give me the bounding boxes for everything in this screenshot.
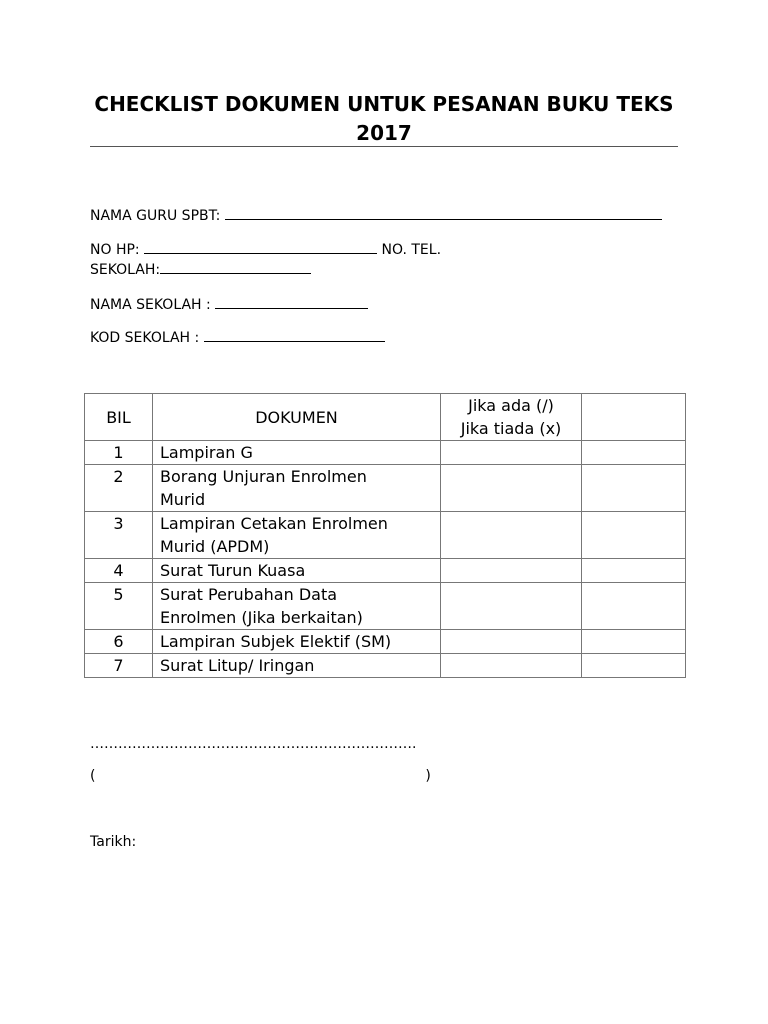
sekolah-label: SEKOLAH:: [90, 262, 161, 278]
row-dokumen: [153, 654, 441, 678]
table-row: [85, 512, 686, 559]
row-extra-cell[interactable]: [582, 512, 686, 559]
title-divider: [90, 146, 678, 147]
header-check-line2: Jika tiada (x): [460, 419, 562, 438]
nama-guru-row: [90, 205, 662, 225]
row-check-cell[interactable]: [441, 465, 582, 512]
tarikh-label: Tarikh:: [90, 834, 137, 850]
row-dokumen: [153, 441, 441, 465]
row-extra-cell[interactable]: [582, 465, 686, 512]
row-bil: 1: [85, 441, 153, 465]
no-hp-blank[interactable]: [144, 239, 377, 254]
row-extra-cell[interactable]: [582, 630, 686, 654]
signature-dotted-line[interactable]: …………………………………………………………….: [90, 736, 417, 752]
header-check: [441, 394, 582, 441]
row-check-cell[interactable]: [441, 654, 582, 678]
row-bil: 7: [85, 654, 153, 678]
table-row: [85, 441, 686, 465]
close-paren: ): [425, 768, 431, 784]
row-bil: 4: [85, 559, 153, 583]
row-extra-cell[interactable]: [582, 441, 686, 465]
row-check-cell[interactable]: [441, 559, 582, 583]
document-checklist-table: [84, 393, 686, 678]
nama-sekolah-blank[interactable]: [215, 294, 368, 309]
no-hp-row: [90, 239, 441, 259]
row-dokumen-line1: Surat Litup/ Iringan: [160, 656, 315, 675]
header-check-line1: Jika ada (/): [468, 396, 554, 415]
open-paren: (: [90, 768, 96, 784]
table-row: [85, 630, 686, 654]
row-dokumen-line1: Lampiran Cetakan Enrolmen: [160, 514, 388, 533]
row-dokumen: [153, 559, 441, 583]
row-check-cell[interactable]: [441, 512, 582, 559]
name-parentheses: [90, 767, 431, 785]
row-check-cell[interactable]: [441, 630, 582, 654]
header-dokumen: DOKUMEN: [153, 394, 441, 441]
table-header-row: [85, 394, 686, 441]
row-dokumen-line1: Lampiran Subjek Elektif (SM): [160, 632, 392, 651]
row-dokumen-line1: Borang Unjuran Enrolmen: [160, 467, 367, 486]
table-row: [85, 583, 686, 630]
row-check-cell[interactable]: [441, 441, 582, 465]
row-extra-cell[interactable]: [582, 654, 686, 678]
row-dokumen-line2: Murid: [160, 490, 206, 509]
nama-sekolah-row: [90, 294, 368, 314]
document-title: CHECKLIST DOKUMEN UNTUK PESANAN BUKU TEKS 2017: [94, 92, 674, 145]
row-dokumen-line1: Surat Turun Kuasa: [160, 561, 306, 580]
row-dokumen-line1: Surat Perubahan Data: [160, 585, 338, 604]
row-bil: 3: [85, 512, 153, 559]
table-row: [85, 654, 686, 678]
no-tel-label: NO. TEL.: [381, 242, 442, 258]
sekolah-row: [90, 259, 311, 279]
header-bil: BIL: [85, 394, 153, 441]
kod-sekolah-row: [90, 327, 385, 347]
row-extra-cell[interactable]: [582, 559, 686, 583]
nama-sekolah-label: NAMA SEKOLAH :: [90, 297, 211, 313]
no-hp-label: NO HP:: [90, 242, 140, 258]
row-dokumen: [153, 583, 441, 630]
row-check-cell[interactable]: [441, 583, 582, 630]
row-extra-cell[interactable]: [582, 583, 686, 630]
nama-guru-label: NAMA GURU SPBT:: [90, 208, 221, 224]
row-bil: 6: [85, 630, 153, 654]
kod-sekolah-blank[interactable]: [204, 327, 385, 342]
table-row: [85, 465, 686, 512]
row-dokumen-line2: Murid (APDM): [160, 537, 270, 556]
row-dokumen-line1: Lampiran G: [160, 443, 253, 462]
header-extra: [582, 394, 686, 441]
row-dokumen: [153, 512, 441, 559]
kod-sekolah-label: KOD SEKOLAH :: [90, 330, 200, 346]
nama-guru-blank[interactable]: [225, 205, 662, 220]
row-dokumen: [153, 465, 441, 512]
table-row: [85, 559, 686, 583]
no-tel-sekolah-blank[interactable]: [160, 259, 311, 274]
row-bil: 2: [85, 465, 153, 512]
row-dokumen: [153, 630, 441, 654]
row-bil: 5: [85, 583, 153, 630]
row-dokumen-line2: Enrolmen (Jika berkaitan): [160, 608, 363, 627]
